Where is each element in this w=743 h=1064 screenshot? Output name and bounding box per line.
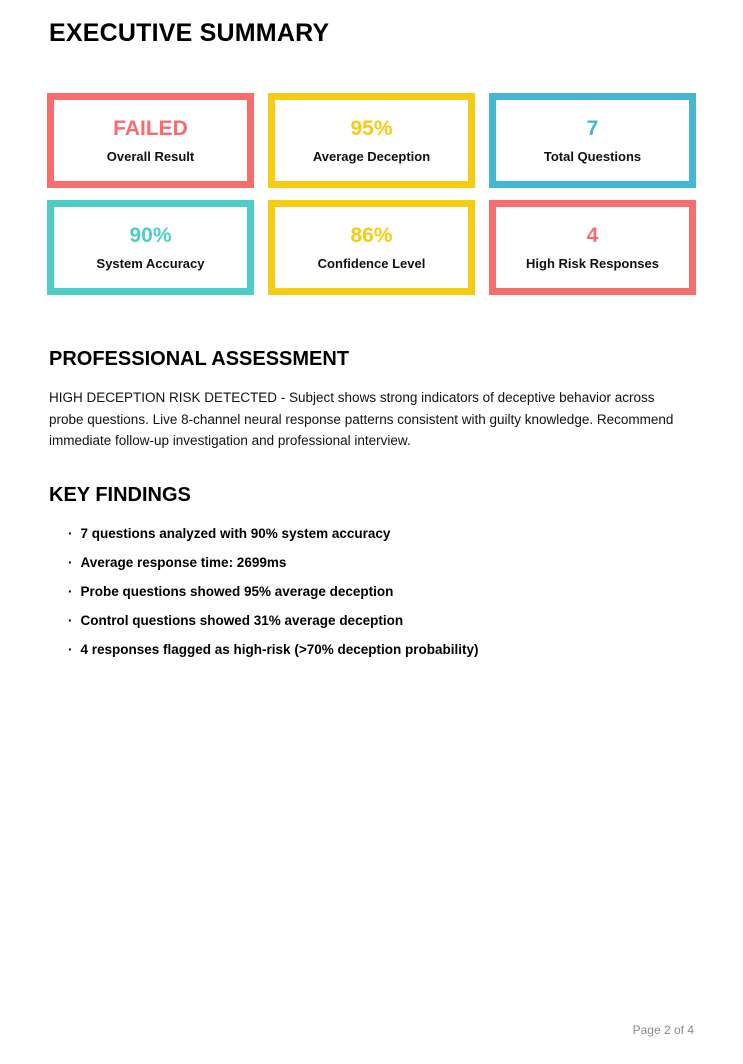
bullet-icon: ·: [68, 583, 73, 599]
stat-value: 4: [586, 224, 599, 248]
stat-label: Overall Result: [106, 149, 195, 165]
stat-label: System Accuracy: [96, 256, 205, 272]
key-finding-text: Probe questions showed 95% average deception: [80, 583, 394, 599]
stat-card: [47, 93, 254, 188]
stat-label: Total Questions: [543, 149, 642, 165]
stat-value: 86%: [350, 224, 393, 248]
page-number: Page 2 of 4: [632, 1023, 694, 1037]
summary-stats-grid: [47, 93, 696, 295]
assessment-text-line: HIGH DECEPTION RISK DETECTED - Subject shows strong indicators of deceptive behavior across: [49, 390, 655, 406]
key-finding-item: [68, 642, 696, 658]
key-finding-text: Average response time: 2699ms: [80, 554, 287, 570]
key-finding-item: [68, 584, 696, 600]
professional-assessment-body: [49, 387, 694, 452]
bullet-icon: ·: [68, 525, 73, 541]
bullet-icon: ·: [68, 612, 73, 628]
stat-value: FAILED: [113, 117, 188, 141]
stat-card: [268, 200, 475, 295]
stat-value: 7: [586, 117, 599, 141]
stat-card: [489, 93, 696, 188]
assessment-text-line: immediate follow-up investigation and professional interview.: [49, 433, 411, 449]
bullet-icon: ·: [68, 554, 73, 570]
report-page: [0, 20, 743, 1064]
stat-card: [489, 200, 696, 295]
key-finding-item: [68, 613, 696, 629]
assessment-text-line: probe questions. Live 8-channel neural response patterns consistent with guilty knowledge. Recommend: [49, 411, 674, 427]
stat-value: 95%: [350, 117, 393, 141]
key-findings-list: [68, 526, 696, 658]
key-finding-text: 7 questions analyzed with 90% system accuracy: [80, 525, 391, 541]
bullet-icon: ·: [68, 641, 73, 657]
key-finding-item: [68, 555, 696, 571]
key-finding-text: Control questions showed 31% average deception: [80, 612, 404, 628]
stat-label: Confidence Level: [317, 256, 426, 272]
stat-card: [47, 200, 254, 295]
stat-label: Average Deception: [312, 149, 431, 165]
stat-value: 90%: [129, 224, 172, 248]
professional-assessment-heading: PROFESSIONAL ASSESSMENT: [49, 348, 350, 371]
key-finding-text: 4 responses flagged as high-risk (>70% deception probability): [80, 641, 479, 657]
key-findings-heading: KEY FINDINGS: [49, 483, 191, 506]
stat-card: [268, 93, 475, 188]
stat-label: High Risk Responses: [526, 256, 659, 272]
page-title: EXECUTIVE SUMMARY: [49, 19, 330, 47]
key-finding-item: [68, 526, 696, 542]
